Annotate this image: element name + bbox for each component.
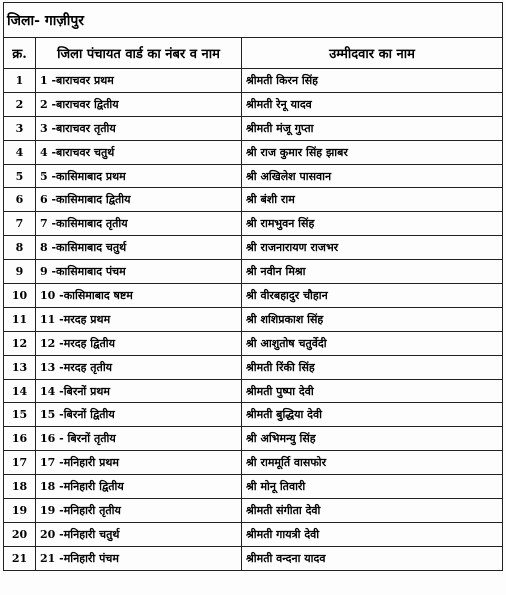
candidate-cell: श्री मोनू तिवारी <box>242 475 503 499</box>
candidate-cell: श्री राजनारायण राजभर <box>242 236 503 260</box>
serial-cell: 21 <box>4 546 36 570</box>
serial-cell: 8 <box>4 236 36 260</box>
table-row <box>4 331 503 355</box>
table-row <box>4 69 503 93</box>
ward-cell: 3 -बाराचवर तृतीय <box>36 116 242 140</box>
ward-cell: 6 -कासिमाबाद द्वितीय <box>36 188 242 212</box>
table-row <box>4 92 503 116</box>
ward-cell: 9 -कासिमाबाद पंचम <box>36 260 242 284</box>
serial-cell: 3 <box>4 116 36 140</box>
candidate-cell: श्री बंशी राम <box>242 188 503 212</box>
ward-cell: 17 -मनिहारी प्रथम <box>36 451 242 475</box>
serial-cell: 10 <box>4 284 36 308</box>
ward-cell: 18 -मनिहारी द्वितीय <box>36 475 242 499</box>
ward-cell: 14 -बिरनों प्रथम <box>36 379 242 403</box>
table-row <box>4 307 503 331</box>
ward-cell: 20 -मनिहारी चतुर्थ <box>36 522 242 546</box>
serial-cell: 14 <box>4 379 36 403</box>
serial-cell: 7 <box>4 212 36 236</box>
candidate-cell: श्रीमती पुष्पा देवी <box>242 379 503 403</box>
ward-cell: 11 -मरदह प्रथम <box>36 307 242 331</box>
table-row <box>4 212 503 236</box>
serial-cell: 9 <box>4 260 36 284</box>
table-row <box>4 116 503 140</box>
ward-cell: 7 -कासिमाबाद तृतीय <box>36 212 242 236</box>
serial-cell: 19 <box>4 499 36 523</box>
serial-cell: 15 <box>4 403 36 427</box>
ward-cell: 1 -बाराचवर प्रथम <box>36 69 242 93</box>
table-row <box>4 188 503 212</box>
ward-cell: 16 - बिरनों तृतीय <box>36 427 242 451</box>
header-row <box>4 38 503 69</box>
candidate-cell: श्री रामभुवन सिंह <box>242 212 503 236</box>
candidate-cell: श्रीमती वन्दना यादव <box>242 546 503 570</box>
district-title-row <box>4 3 503 38</box>
table-row <box>4 522 503 546</box>
district-title: जिला- गाज़ीपुर <box>4 3 503 38</box>
candidate-cell: श्री राज कुमार सिंह झाबर <box>242 140 503 164</box>
table-row <box>4 379 503 403</box>
serial-cell: 4 <box>4 140 36 164</box>
candidate-cell: श्री नवीन मिश्रा <box>242 260 503 284</box>
table-row <box>4 403 503 427</box>
table-row <box>4 546 503 570</box>
header-candidate: उम्मीदवार का नाम <box>242 38 503 69</box>
candidate-cell: श्रीमती मंजू गुप्ता <box>242 116 503 140</box>
ward-cell: 19 -मनिहारी तृतीय <box>36 499 242 523</box>
ward-cell: 10 -कासिमाबाद षष्टम <box>36 284 242 308</box>
table-row <box>4 499 503 523</box>
ward-cell: 8 -कासिमाबाद चतुर्थ <box>36 236 242 260</box>
serial-cell: 11 <box>4 307 36 331</box>
candidate-cell: श्रीमती बुद्धिया देवी <box>242 403 503 427</box>
serial-cell: 5 <box>4 164 36 188</box>
header-serial: क्र. <box>4 38 36 69</box>
serial-cell: 2 <box>4 92 36 116</box>
candidate-cell: श्री राममूर्ति वासफोर <box>242 451 503 475</box>
candidate-cell: श्री आशुतोष चतुर्वेदी <box>242 331 503 355</box>
table-row <box>4 284 503 308</box>
serial-cell: 1 <box>4 69 36 93</box>
ward-cell: 2 -बाराचवर द्वितीय <box>36 92 242 116</box>
table-row <box>4 475 503 499</box>
candidate-cell: श्री अखिलेश पासवान <box>242 164 503 188</box>
table-row <box>4 427 503 451</box>
ward-cell: 12 -मरदह द्वितीय <box>36 331 242 355</box>
candidate-cell: श्रीमती किरन सिंह <box>242 69 503 93</box>
header-ward: जिला पंचायत वार्ड का नंबर व नाम <box>36 38 242 69</box>
table-row <box>4 355 503 379</box>
ward-cell: 15 -बिरनों द्वितीय <box>36 403 242 427</box>
candidate-cell: श्री वीरबहादुर चौहान <box>242 284 503 308</box>
serial-cell: 16 <box>4 427 36 451</box>
table-row <box>4 451 503 475</box>
ward-cell: 13 -मरदह तृतीय <box>36 355 242 379</box>
table-row <box>4 260 503 284</box>
candidate-cell: श्रीमती गायत्री देवी <box>242 522 503 546</box>
ward-cell: 21 -मनिहारी पंचम <box>36 546 242 570</box>
candidate-cell: श्री शशिप्रकाश सिंह <box>242 307 503 331</box>
candidate-cell: श्रीमती संगीता देवी <box>242 499 503 523</box>
serial-cell: 13 <box>4 355 36 379</box>
candidate-table <box>3 2 503 571</box>
candidate-cell: श्री अभिमन्यु सिंह <box>242 427 503 451</box>
ward-cell: 4 -बाराचवर चतुर्थ <box>36 140 242 164</box>
serial-cell: 18 <box>4 475 36 499</box>
ward-cell: 5 -कासिमाबाद प्रथम <box>36 164 242 188</box>
serial-cell: 20 <box>4 522 36 546</box>
table-body <box>4 69 503 571</box>
table-row <box>4 236 503 260</box>
candidate-cell: श्रीमती रिंकी सिंह <box>242 355 503 379</box>
table-row <box>4 164 503 188</box>
table-row <box>4 140 503 164</box>
candidate-cell: श्रीमती रेनू यादव <box>242 92 503 116</box>
serial-cell: 6 <box>4 188 36 212</box>
serial-cell: 12 <box>4 331 36 355</box>
serial-cell: 17 <box>4 451 36 475</box>
